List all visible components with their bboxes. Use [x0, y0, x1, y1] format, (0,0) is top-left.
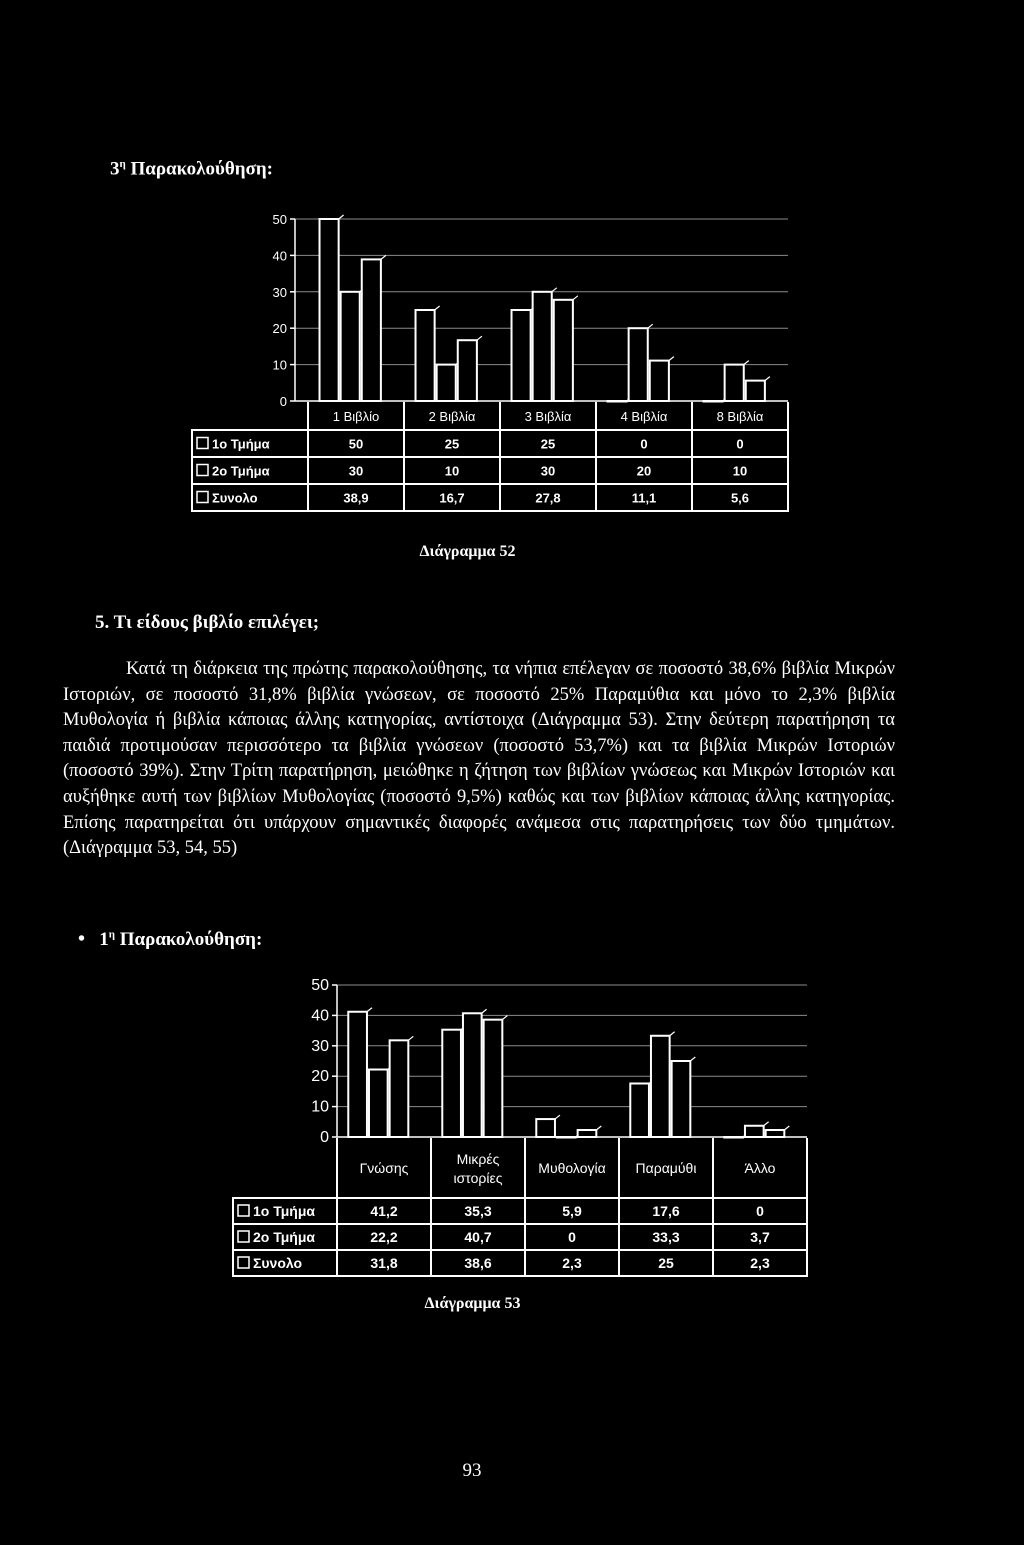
bar-3d-edge	[669, 357, 674, 361]
bar-3d-edge	[596, 1126, 601, 1130]
section-1-heading: • $1^\eta$ Παρακολούθηση:	[78, 928, 263, 950]
table-cell: 25	[540, 436, 556, 452]
y-tick-label: 30	[311, 1037, 329, 1055]
bar-3d-edge	[670, 1032, 675, 1036]
table-cell: 2,3	[750, 1255, 770, 1271]
bar	[608, 401, 627, 402]
category-label: Μυθολογία	[538, 1160, 606, 1176]
bar	[533, 292, 552, 401]
bar	[348, 1012, 367, 1137]
table-frame	[233, 1198, 807, 1276]
bar	[554, 300, 573, 401]
table-cell: 30	[540, 463, 556, 479]
y-tick-label: 50	[311, 977, 329, 994]
legend-swatch	[238, 1257, 249, 1268]
bar	[672, 1061, 691, 1137]
y-tick-label: 20	[311, 1068, 329, 1086]
table-cell: 40,7	[464, 1229, 492, 1245]
legend-swatch	[197, 465, 208, 476]
table-cell: 10	[444, 463, 460, 479]
table-cell: 2,3	[562, 1255, 582, 1271]
bar	[745, 1126, 764, 1137]
table-cell: 17,6	[652, 1203, 680, 1219]
bar	[629, 328, 648, 401]
bar-3d-edge	[339, 215, 344, 219]
legend-swatch	[197, 492, 208, 503]
series-label: Συνολο	[212, 490, 258, 506]
series-label: 1ο Τμήμα	[212, 436, 270, 452]
series-label: 2ο Τμήμα	[253, 1229, 316, 1245]
page-number: 93	[462, 1460, 482, 1481]
section-5-heading: 5. Τι είδους βιβλίο επιλέγει;	[95, 612, 320, 633]
y-tick-label: 10	[272, 357, 287, 373]
series-label: Συνολο	[253, 1255, 303, 1271]
bar-3d-edge	[482, 1009, 487, 1013]
table-frame	[192, 430, 788, 511]
bar-3d-edge	[744, 361, 749, 365]
table-cell: 25	[658, 1255, 674, 1271]
bar	[437, 365, 456, 401]
y-tick-label: 0	[279, 394, 287, 409]
bar	[650, 361, 669, 401]
table-cell: 31,8	[370, 1255, 398, 1271]
category-label: Παραμύθι	[635, 1160, 697, 1176]
table-cell: 11,1	[631, 490, 657, 506]
table-cell: 16,7	[439, 490, 465, 506]
bar	[651, 1036, 670, 1137]
table-cell: 5,6	[730, 490, 750, 506]
legend-swatch	[238, 1205, 249, 1216]
bar	[704, 401, 723, 402]
bar-3d-edge	[573, 296, 578, 300]
table-cell: 0	[756, 1203, 764, 1219]
category-label: 2 Βιβλία	[428, 409, 476, 424]
category-label: 8 Βιβλία	[716, 409, 764, 424]
y-tick-label: 10	[311, 1098, 329, 1116]
bar	[484, 1020, 503, 1137]
bar	[724, 1137, 743, 1138]
chart-53	[225, 955, 815, 1285]
bar	[630, 1083, 649, 1137]
table-cell: 5,9	[562, 1203, 582, 1219]
chart-52-caption: Διάγραμμα 52	[419, 543, 516, 560]
bar	[369, 1070, 388, 1137]
bar	[536, 1119, 555, 1137]
table-cell: 27,8	[535, 490, 561, 506]
bar-3d-edge	[784, 1126, 789, 1130]
bar-3d-edge	[367, 1008, 372, 1012]
y-tick-label: 40	[272, 248, 287, 264]
bar-3d-edge	[502, 1016, 507, 1020]
y-tick-label: 30	[272, 284, 287, 300]
bar	[557, 1137, 576, 1138]
bar	[341, 292, 360, 401]
legend-swatch	[238, 1231, 249, 1242]
table-cell: 38,9	[343, 490, 369, 506]
table-cell: 41,2	[370, 1203, 398, 1219]
bar-3d-edge	[435, 306, 440, 310]
bar	[746, 381, 765, 401]
bar-3d-edge	[477, 336, 482, 340]
bar-3d-edge	[381, 255, 386, 259]
bar	[390, 1040, 409, 1137]
chart-53-caption: Διάγραμμα 53	[424, 1295, 521, 1312]
bar	[320, 219, 339, 401]
legend-swatch	[197, 438, 208, 449]
series-label: 1ο Τμήμα	[253, 1203, 316, 1219]
table-cell: 35,3	[464, 1203, 492, 1219]
bar	[512, 310, 531, 401]
table-cell: 33,3	[652, 1229, 680, 1245]
bar	[578, 1130, 597, 1137]
table-cell: 25	[444, 436, 460, 452]
category-label: ιστορίες	[453, 1170, 503, 1186]
category-label: 4 Βιβλία	[620, 409, 668, 424]
table-cell: 50	[348, 436, 364, 452]
section-3-heading: $3^\eta$ Παρακολούθηση:	[110, 158, 274, 180]
table-cell: 0	[640, 436, 648, 452]
table-cell: 0	[736, 436, 744, 452]
table-cell: 3,7	[750, 1229, 770, 1245]
bar-3d-edge	[690, 1057, 695, 1061]
bar-3d-edge	[648, 324, 653, 328]
bar-3d-edge	[555, 1115, 560, 1119]
bar	[362, 259, 381, 401]
table-cell: 0	[568, 1229, 576, 1245]
table-cell: 20	[636, 463, 652, 479]
category-label: 1 Βιβλίο	[332, 409, 380, 424]
y-tick-label: 20	[272, 321, 287, 337]
bar-3d-edge	[764, 1122, 769, 1126]
bar	[442, 1030, 461, 1137]
category-label: Γνώσης	[359, 1160, 409, 1176]
chart-52	[190, 205, 810, 520]
category-label: 3 Βιβλία	[524, 409, 572, 424]
bar-3d-edge	[552, 288, 557, 292]
bar-3d-edge	[765, 377, 770, 381]
bar	[463, 1013, 482, 1137]
y-tick-label: 40	[311, 1007, 329, 1025]
y-tick-label: 0	[320, 1129, 329, 1146]
body-paragraph: Κατά τη διάρκεια της πρώτης παρακολούθησης, τα νήπια επέλεγαν σε ποσοστό 38,6% βιβλία Μικρών Ιστοριών, σε ποσοστό 31,8% βιβλία γνώσεων, σε ποσοστό 25% Παραμύθια και μόνο το 2,3% βιβλία Μυθολογία ή βιβλία κάποιας άλλης κατηγορίας, αντίστοιχα (Διάγραμμα 53). Στην δεύτερη παρατήρηση τα παιδιά προτιμούσαν περισσότερο τα βιβλία γνώσεων (ποσοστό 53,7%) και τα βιβλία Μικρών Ιστοριών (ποσοστό 39%). Στην Τρίτη παρατήρηση, μειώθηκε η ζήτηση των βιβλίων γνώσεως και Μικρών Ιστοριών και αυξήθηκε αυτή των βιβλίων Μυθολογίας (ποσοστό 9,5%) καθώς και των βιβλίων κάποιας άλλης κατηγορίας. Επίσης παρατηρείται ότι υπάρχουν σημαντικές διαφορές ανάμεσα στις παρατηρήσεις των δύο τμημάτων. (Διάγραμμα 53, 54, 55)	[63, 659, 895, 859]
series-label: 2ο Τμήμα	[212, 463, 270, 479]
category-label: Μικρές	[456, 1151, 500, 1167]
bar-3d-edge	[408, 1036, 413, 1040]
table-cell: 22,2	[370, 1229, 398, 1245]
y-tick-label: 50	[272, 212, 287, 227]
bar	[725, 365, 744, 401]
table-cell: 38,6	[464, 1255, 492, 1271]
bar	[766, 1130, 785, 1137]
table-cell: 10	[732, 463, 748, 479]
bar	[458, 340, 477, 401]
category-label: Άλλο	[744, 1160, 776, 1176]
table-cell: 30	[348, 463, 364, 479]
bar	[416, 310, 435, 401]
